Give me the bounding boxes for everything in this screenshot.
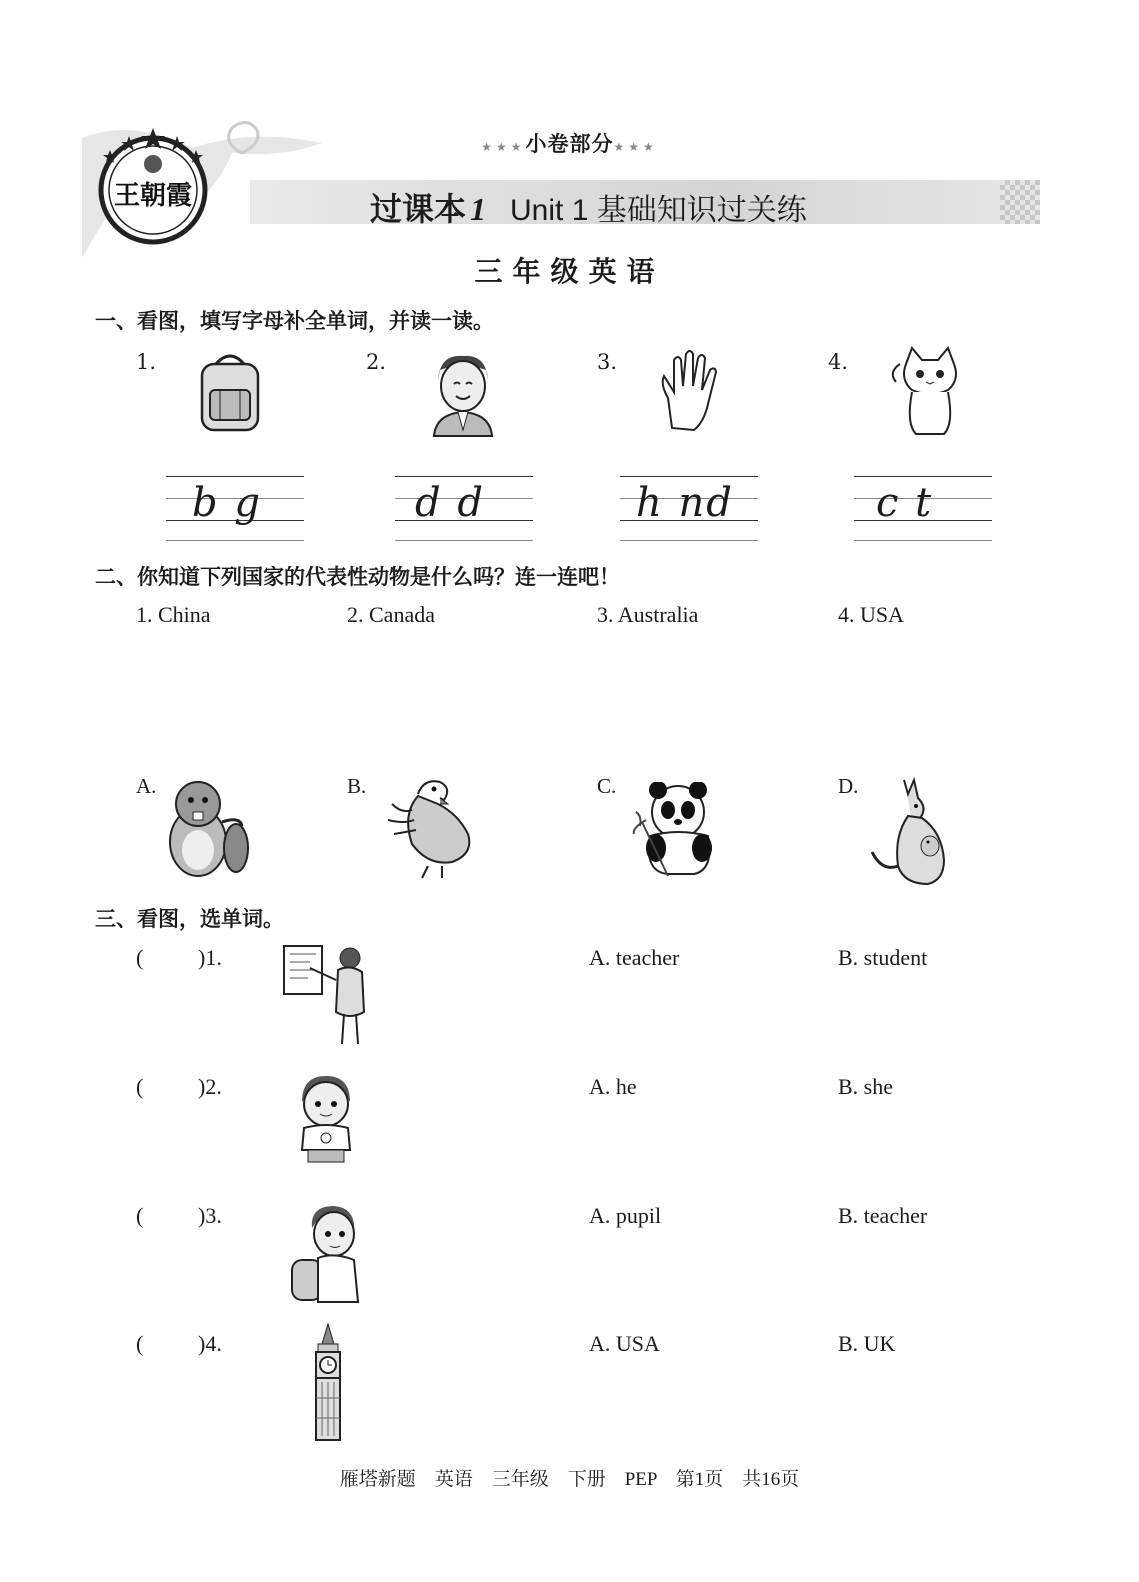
- word-letters: c t: [876, 480, 934, 526]
- country-usa: 4. USA: [838, 602, 905, 627]
- page-footer: 雁塔新题 英语 三年级 下册 PEP 第1页 共16页: [339, 1469, 800, 1490]
- beaver-icon: [162, 776, 252, 880]
- writing-lines: [620, 476, 758, 542]
- animal-label: C.: [597, 774, 617, 798]
- option-b[interactable]: B. teacher: [838, 1203, 928, 1228]
- country-china: 1. China: [136, 602, 211, 627]
- page-title: 过课本 1 Unit 1 基础知识过关练: [370, 190, 807, 228]
- kangaroo-icon: [868, 776, 954, 892]
- option-a[interactable]: A. teacher: [589, 945, 680, 970]
- animal-label: B.: [347, 774, 367, 798]
- option-b[interactable]: B. she: [838, 1074, 893, 1099]
- option-a[interactable]: A. he: [589, 1074, 637, 1099]
- hand-icon: [650, 348, 730, 434]
- writing-lines: [854, 476, 992, 542]
- animal-label: A.: [136, 774, 157, 798]
- word-letters: d d: [415, 480, 485, 526]
- writing-lines: [166, 476, 304, 542]
- word-letters: h nd: [636, 480, 734, 526]
- panda-icon: [628, 782, 728, 878]
- grade-title: 三年级英语: [474, 255, 665, 288]
- animal-label: D.: [838, 774, 859, 798]
- section2-heading: 二、你知道下列国家的代表性动物是什么吗？连一连吧！: [95, 565, 620, 589]
- answer-paren-open[interactable]: (: [136, 1074, 144, 1099]
- option-a[interactable]: A. pupil: [589, 1203, 662, 1228]
- svg-text:王朝霞: 王朝霞: [113, 181, 193, 211]
- option-b[interactable]: B. student: [838, 945, 928, 970]
- pupil-icon: [288, 1202, 364, 1306]
- country-australia: 3. Australia: [597, 602, 699, 627]
- boy-icon: [294, 1074, 358, 1166]
- subsection-label: ★★★小卷部分★★★: [481, 132, 658, 156]
- star-decoration: ★★★: [481, 140, 526, 154]
- backpack-icon: [190, 350, 270, 436]
- option-b[interactable]: B. UK: [838, 1331, 896, 1356]
- word-letters: b g: [192, 480, 262, 526]
- answer-paren-open[interactable]: (: [136, 945, 144, 970]
- country-canada: 2. Canada: [347, 602, 435, 627]
- section1-heading: 一、看图，填写字母补全单词，并读一读。: [95, 309, 494, 333]
- item-number: 1.: [136, 350, 157, 374]
- eagle-icon: [382, 774, 482, 882]
- item-number: 4.: [828, 350, 849, 374]
- item-number: 3.: [597, 350, 618, 374]
- section3-heading: 三、看图，选单词。: [95, 907, 284, 931]
- cat-icon: [886, 344, 974, 438]
- item-number: 2.: [366, 350, 387, 374]
- option-a[interactable]: A. USA: [589, 1331, 660, 1356]
- question-number: )2.: [198, 1074, 222, 1099]
- answer-paren-open[interactable]: (: [136, 1331, 144, 1356]
- question-number: )1.: [198, 945, 222, 970]
- teacher-icon: [280, 940, 372, 1048]
- answer-paren-open[interactable]: (: [136, 1203, 144, 1228]
- question-number: )3.: [198, 1203, 222, 1228]
- star-decoration: ★★★: [613, 140, 658, 154]
- big-ben-icon: [308, 1322, 348, 1442]
- checker-decoration: [1000, 180, 1040, 224]
- question-number: )4.: [198, 1331, 222, 1356]
- dad-icon: [428, 350, 498, 438]
- writing-lines: [395, 476, 533, 542]
